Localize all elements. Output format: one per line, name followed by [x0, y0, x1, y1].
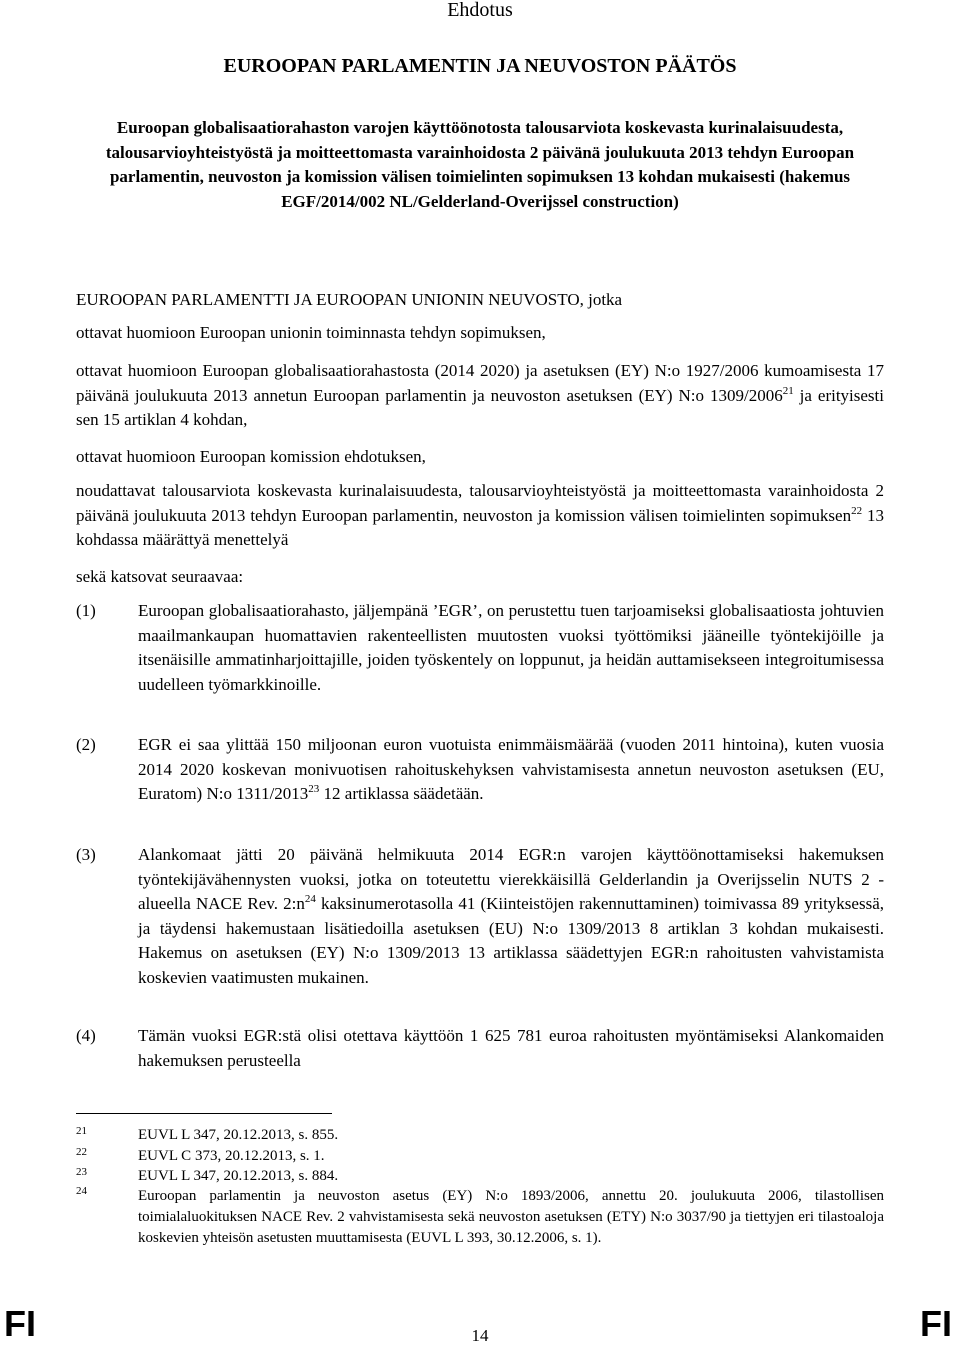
recital-number: (3): [76, 845, 96, 864]
footnote-23: [0, 1166, 960, 1188]
preamble-procedure-text: noudattavat talousarviota koskevasta kurinalaisuudesta, talousarvioyhteistyöstä ja moitteettomasta varainhoidosta 2 päivänä joulukuuta 2013 tehdyn Euroopan parlamentin, neuvoston ja komission välisen toimielinten sopimuksen: [76, 481, 884, 525]
footnote-21: [0, 1125, 960, 1147]
preamble-treaty: ottavat huomioon Euroopan unionin toiminnasta tehdyn sopimuksen,: [76, 323, 546, 342]
preamble-procedure-text-end: 13 kohdassa määrättyä menettelyä: [76, 505, 884, 550]
footnote-22: [0, 1146, 960, 1168]
footnote-text: Euroopan parlamentin ja neuvoston asetus (EY) N:o 1893/2006, annettu 20. joulukuuta 2006, tilastollisen toimialaluokituksen NACE Rev. 2 vahvistamisesta sekä neuvoston asetuksen (ETY) N:o 3037/90 ja tiettyjen eri tilastoaloja koskevien yhteisön asetusten muuttamisesta (EUVL L 393, 30.12.2006, s. 1).: [138, 1188, 884, 1246]
footnote-text: EUVL L 347, 20.12.2013, s. 855.: [138, 1127, 339, 1143]
document-title: EUROOPAN PARLAMENTIN JA NEUVOSTON PÄÄTÖS: [223, 55, 737, 77]
footnote-text: EUVL C 373, 20.12.2013, s. 1.: [138, 1148, 325, 1164]
preamble-egf-regulation: [76, 359, 884, 433]
preamble-egf-text: ottavat huomioon Euroopan globalisaatiorahastosta (2014 2020) ja asetuksen (EY) N:o 1927/2006 kumoamisesta 17 päivänä joulukuuta 2013 annetun Euroopan parlamentin ja neuvoston asetuksen (EY) N:o 1309/2006: [76, 361, 884, 405]
recital-text: EGR ei saa ylittää 150 miljoonan euron vuotuista enimmäismäärää (vuoden 2011 hintoina), kuten vuosia 2014 2020 koskevan monivuotisen rahoituskehyksen vahvistamisesta annetun neuvoston asetuksen (EU, Euratom) N:o 1311/2013$^{23}$ 12 artiklassa säädetään.: [138, 735, 884, 804]
decision-subject: Euroopan globalisaatiorahaston varojen käyttöönotosta talousarviota koskevasta kurinalaisuudesta, talousarvioyhteistyöstä ja moitteettomasta varainhoidosta 2 päivänä joulukuuta 2013 tehdyn Euroopan parlamentin, neuvoston ja komission välisen toimielinten sopimuksen 13 kohdan mukaisesti (hakemus EGF/2014/002 NL/Gelderland-Overijssel construction): [105, 118, 855, 211]
footnote-ref-23[interactable]: 23: [308, 783, 320, 796]
footnote-ref-21[interactable]: 21: [782, 384, 794, 397]
recital-number: (1): [76, 601, 96, 620]
footnote-number: 21: [76, 1125, 87, 1137]
recital-number: (2): [76, 735, 96, 754]
footnote-separator: [76, 1113, 332, 1114]
footnote-text: EUVL L 347, 20.12.2013, s. 884.: [138, 1168, 339, 1184]
recital-text: Tämän vuoksi EGR:stä olisi otettava käyttöön 1 625 781 euroa rahoitusten myöntämiseksi Alankomaiden hakemuksen perusteella: [138, 1026, 884, 1070]
preamble-procedure: [76, 479, 884, 553]
preamble-commission: ottavat huomioon Euroopan komission ehdotuksen,: [76, 447, 426, 466]
footer-language-right: FI: [920, 1303, 952, 1344]
preamble-intro: EUROOPAN PARLAMENTTI JA EUROOPAN UNIONIN NEUVOSTO, jotka: [76, 290, 623, 309]
preamble-whereas: sekä katsovat seuraavaa:: [76, 567, 244, 586]
document-status: Ehdotus: [447, 0, 513, 21]
footnote-ref-24[interactable]: 24: [304, 893, 316, 906]
recital-text: Euroopan globalisaatiorahasto, jäljempänä ’EGR’, on perustettu tuen tarjoamiseksi globalisaatiosta johtuvien maailmankaupan huomattavien rakenteellisten muutosten vuoksi työttömiksi jääneille työntekijöille ja itsenäisille ammatinharjoittajille, joiden työskentely on loppunut, ja heidän auttamisekseen integroitumisessa uudelleen työmarkkinoille.: [138, 601, 884, 694]
footnote-number: 24: [76, 1185, 87, 1197]
page-number: 14: [471, 1326, 489, 1345]
footnote-number: 22: [76, 1146, 87, 1158]
recital-text: Alankomaat jätti 20 päivänä helmikuuta 2014 EGR:n varojen käyttöönottamiseksi hakemuksen työntekijävähennysten vuoksi, jotka on toteutettu vierekkäisillä Gelderlandin ja Overijsselin NUTS 2 -alueella NACE Rev. $2:n^{24}$ kaksinumerotasolla 41 (Kiinteistöjen rakennuttaminen) toimivassa 89 yrityksessä, ja täydensi hakemustaan lisätiedoilla asetuksen (EU) N:o 1309/2013 8 artiklan 3 kohdan mukaisesti. Hakemus on asetuksen (EY) N:o 1309/2013 13 artiklassa säädettyjen EGR:n rahoitusten vahvistamista koskevien vaatimusten mukainen.: [138, 845, 884, 987]
footnote-number: 23: [76, 1166, 87, 1178]
recital-number: (4): [76, 1026, 96, 1045]
preamble-egf-text-end: ja erityisesti sen 15 artiklan 4 kohdan,: [76, 385, 884, 430]
footnote-ref-22[interactable]: 22: [851, 504, 863, 517]
footer-language-left: FI: [4, 1303, 36, 1344]
